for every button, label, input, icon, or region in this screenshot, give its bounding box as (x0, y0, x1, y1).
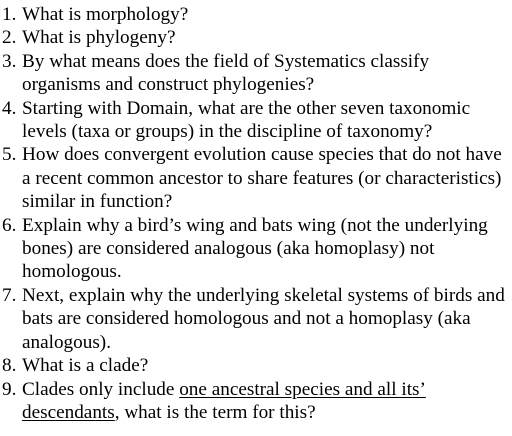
question-item (2, 284, 506, 354)
question-text: How does convergent evolution cause species that do not have a recent common ancestor to share features (or characteristics) similar in function? (22, 144, 502, 213)
question-number: 4. (2, 97, 17, 119)
question-text: By what means does the field of Systematics classify organisms and construct phylogenies? (22, 50, 430, 96)
question-number: 7. (2, 284, 17, 306)
question-text: Next, explain why the underlying skeletal systems of birds and bats are considered homologous and not a homoplasy (aka analogous). (22, 284, 505, 353)
question-list (2, 3, 506, 424)
question-text: What is morphology? (22, 4, 189, 25)
question-text: Starting with Domain, what are the other seven taxonomic levels (taxa or groups) in the discipline of taxonomy? (22, 97, 471, 143)
question-number: 8. (2, 355, 17, 377)
underlined-phrase: one ancestral species and all its’ descendants (22, 378, 426, 423)
question-item (2, 26, 506, 49)
question-number: 1. (2, 4, 17, 25)
question-text (22, 378, 506, 425)
question-text: Explain why a bird’s wing and bats wing (not the underlying bones) are considered analogous (aka homoplasy) not homologous. (22, 214, 488, 283)
question-item (2, 3, 506, 26)
question-text-before: Clades only include (22, 378, 180, 400)
question-text: What is a clade? (22, 355, 149, 377)
question-number: 2. (2, 27, 17, 49)
question-number: 5. (2, 144, 17, 166)
question-number: 6. (2, 214, 17, 236)
question-number: 3. (2, 50, 17, 72)
question-item (2, 97, 506, 144)
question-text: What is phylogeny? (22, 27, 176, 49)
question-text-after: , what is the term for this? (114, 401, 316, 423)
question-item (2, 50, 506, 97)
question-item (2, 143, 506, 213)
question-item (2, 378, 506, 425)
question-number: 9. (2, 378, 17, 400)
question-item (2, 214, 506, 284)
question-item (2, 354, 506, 377)
